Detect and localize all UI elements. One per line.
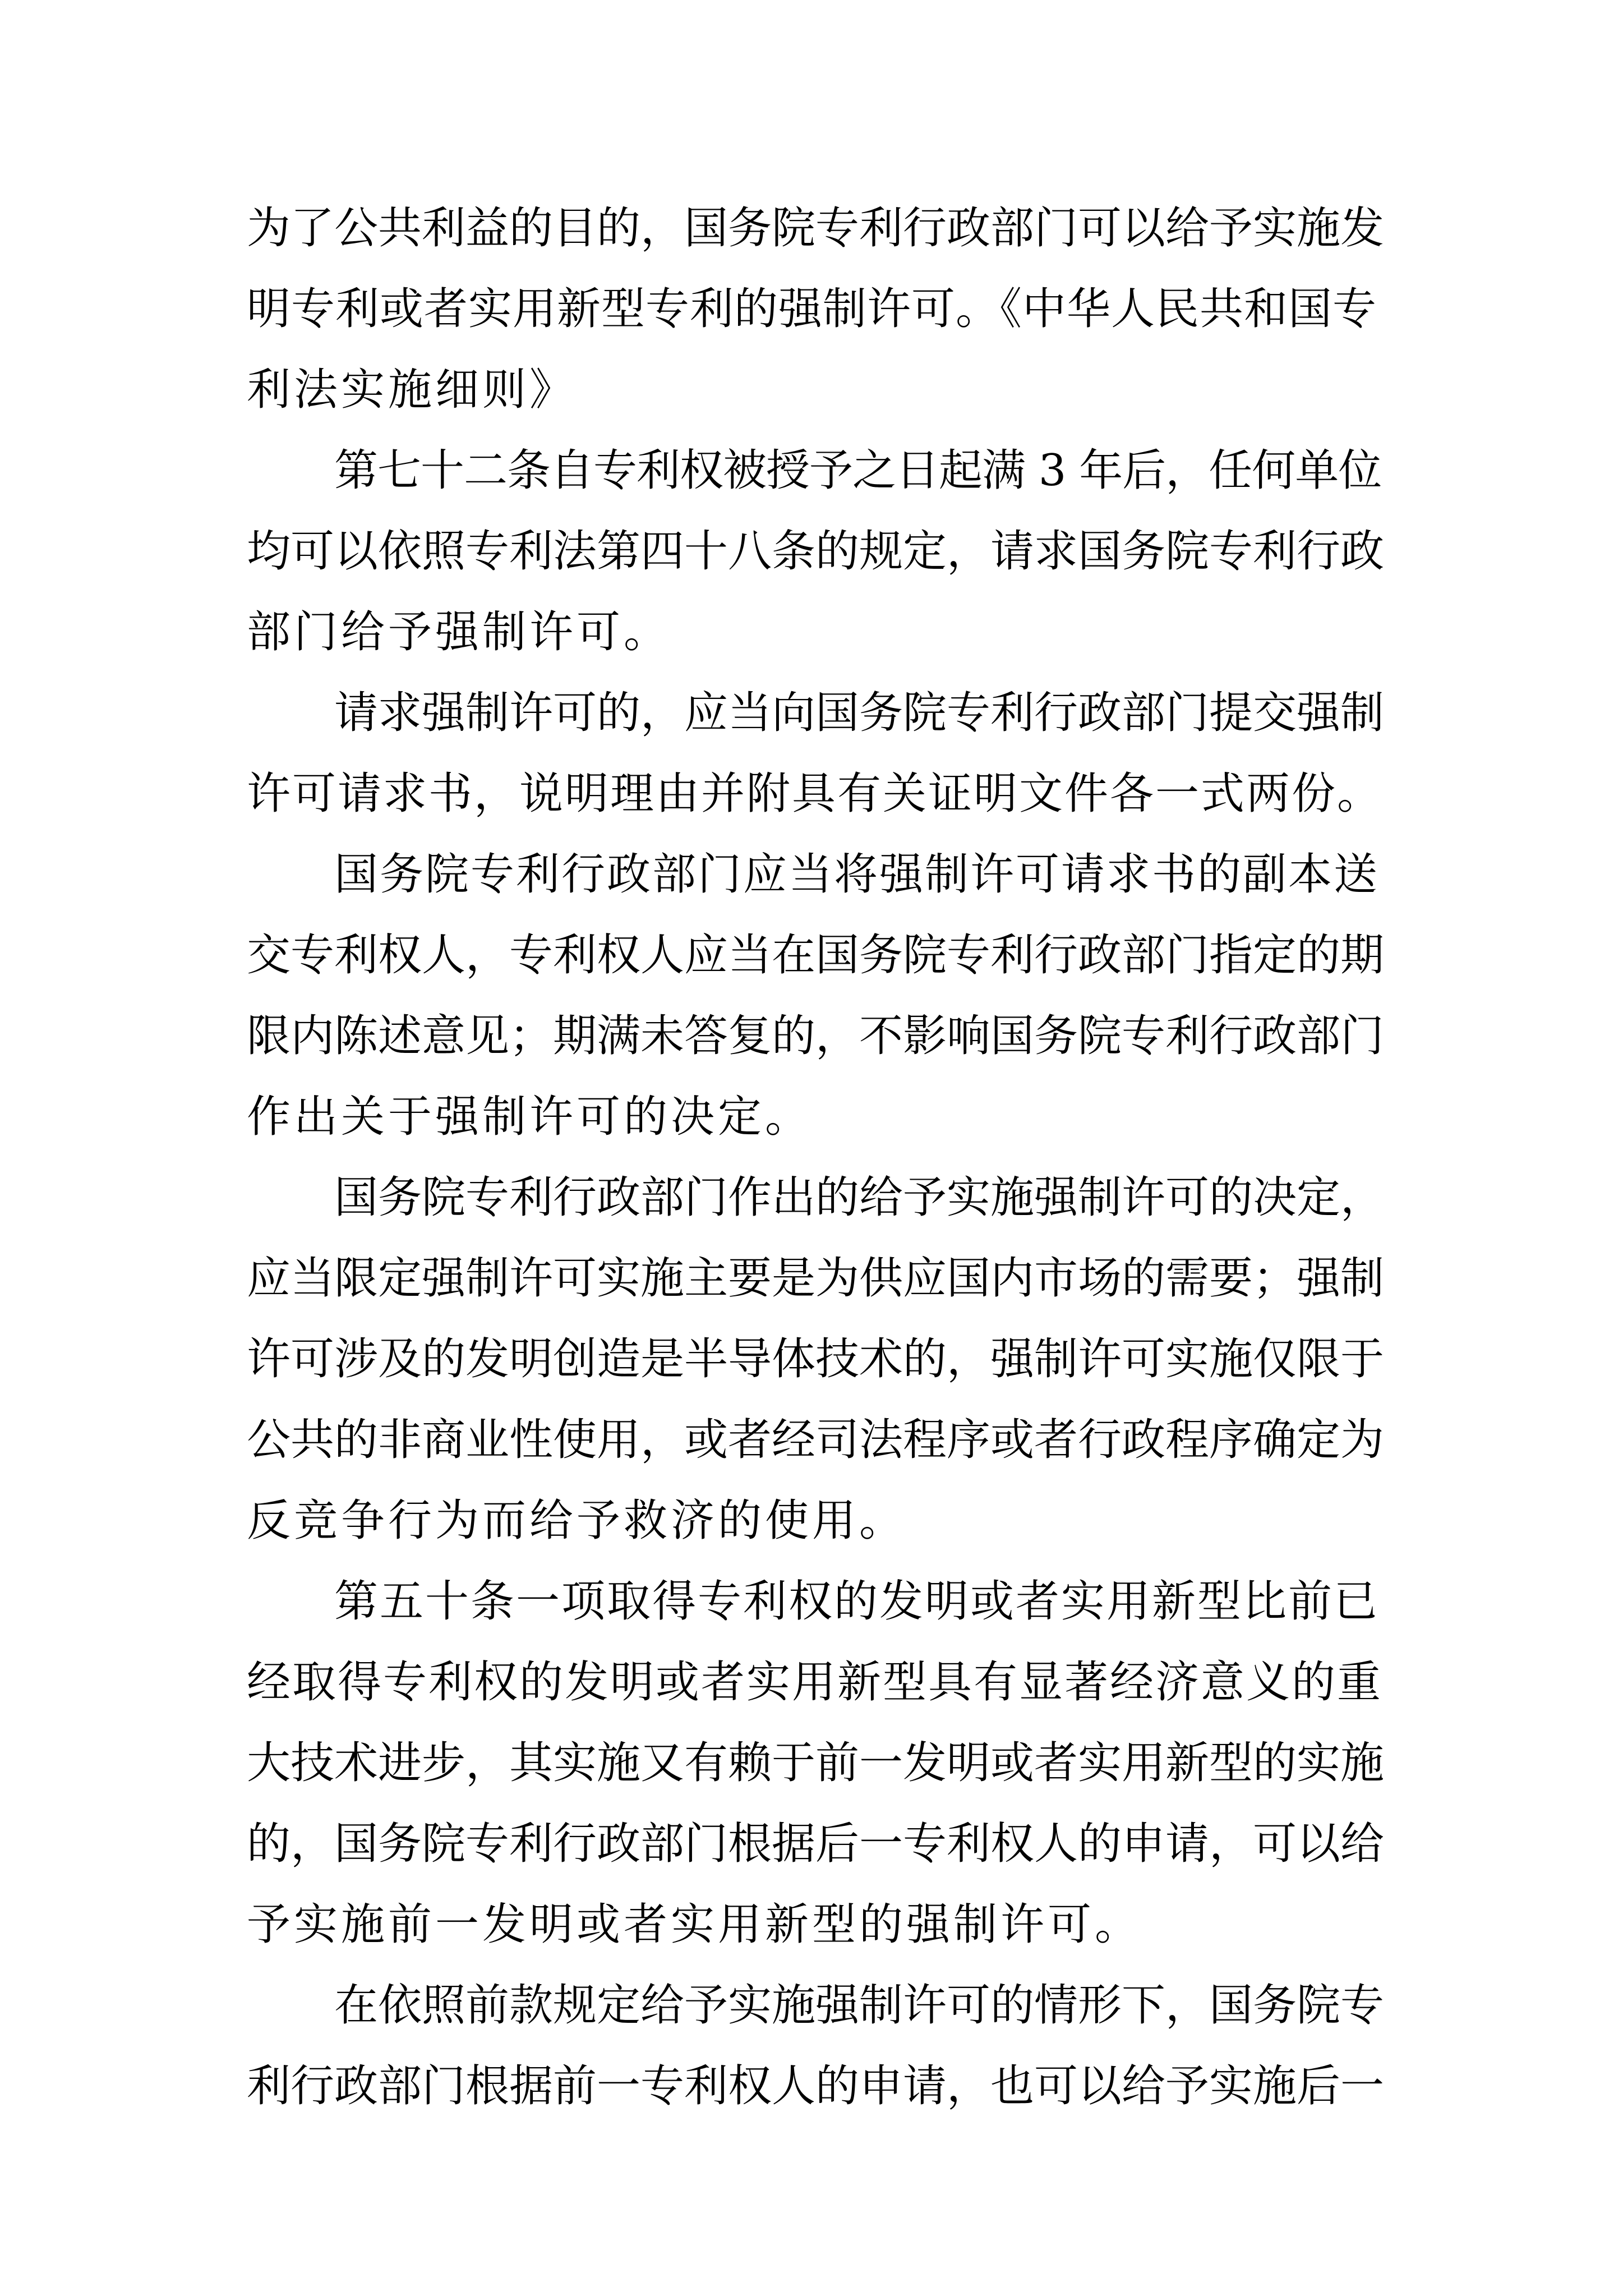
text-line: 为了公共利益的目的，国务院专利行政部门可以给予实施发	[247, 203, 1385, 254]
text-line: 利行政部门根据前一专利权人的申请，也可以给予实施后一	[247, 2061, 1385, 2111]
text-line: 均可以依照专利法第四十八条的规定，请求国务院专利行政	[247, 526, 1385, 577]
text-line: 第五十条一项取得专利权的发明或者实用新型比前已	[334, 1576, 1380, 1627]
text-line: 利法实施细则》	[247, 365, 577, 415]
text-line: 应当限定强制许可实施主要是为供应国内市场的需要；强制	[247, 1253, 1385, 1304]
text-line: 明专利或者实用新型专利的强制许可。《中华人民共和国专	[247, 284, 1377, 334]
text-line: 部门给予强制许可。	[247, 607, 671, 657]
text-line: 作出关于强制许可的决定。	[247, 1092, 813, 1142]
text-line: 第七十二条自专利权被授予之日起满 3 年后，任何单位	[334, 445, 1382, 496]
text-line: 国务院专利行政部门应当将强制许可请求书的副本送	[334, 849, 1380, 900]
text-line: 反竞争行为而给予救济的使用。	[247, 1496, 907, 1546]
text-line: 国务院专利行政部门作出的给予实施强制许可的决定，	[334, 1172, 1385, 1223]
text-line: 交专利权人，专利权人应当在国务院专利行政部门指定的期	[247, 930, 1385, 981]
text-line: 限内陈述意见；期满未答复的，不影响国务院专利行政部门	[247, 1011, 1385, 1061]
text-line: 许可涉及的发明创造是半导体技术的，强制许可实施仅限于	[247, 1334, 1385, 1384]
text-line: 予实施前一发明或者实用新型的强制许可。	[247, 1899, 1142, 1950]
text-line: 公共的非商业性使用，或者经司法程序或者行政程序确定为	[247, 1415, 1385, 1465]
text-line: 请求强制许可的，应当向国务院专利行政部门提交强制	[334, 688, 1385, 738]
text-line: 经取得专利权的发明或者实用新型具有显著经济意义的重	[247, 1657, 1383, 1708]
text-line: 在依照前款规定给予实施强制许可的情形下，国务院专	[334, 1980, 1385, 2031]
text-line: 的，国务院专利行政部门根据后一专利权人的申请，可以给	[247, 1819, 1385, 1869]
text-line: 许可请求书，说明理由并附具有关证明文件各一式两份。	[247, 769, 1383, 819]
document-body	[247, 188, 1385, 2127]
text-line: 大技术进步，其实施又有赖于前一发明或者实用新型的实施	[247, 1738, 1385, 1788]
